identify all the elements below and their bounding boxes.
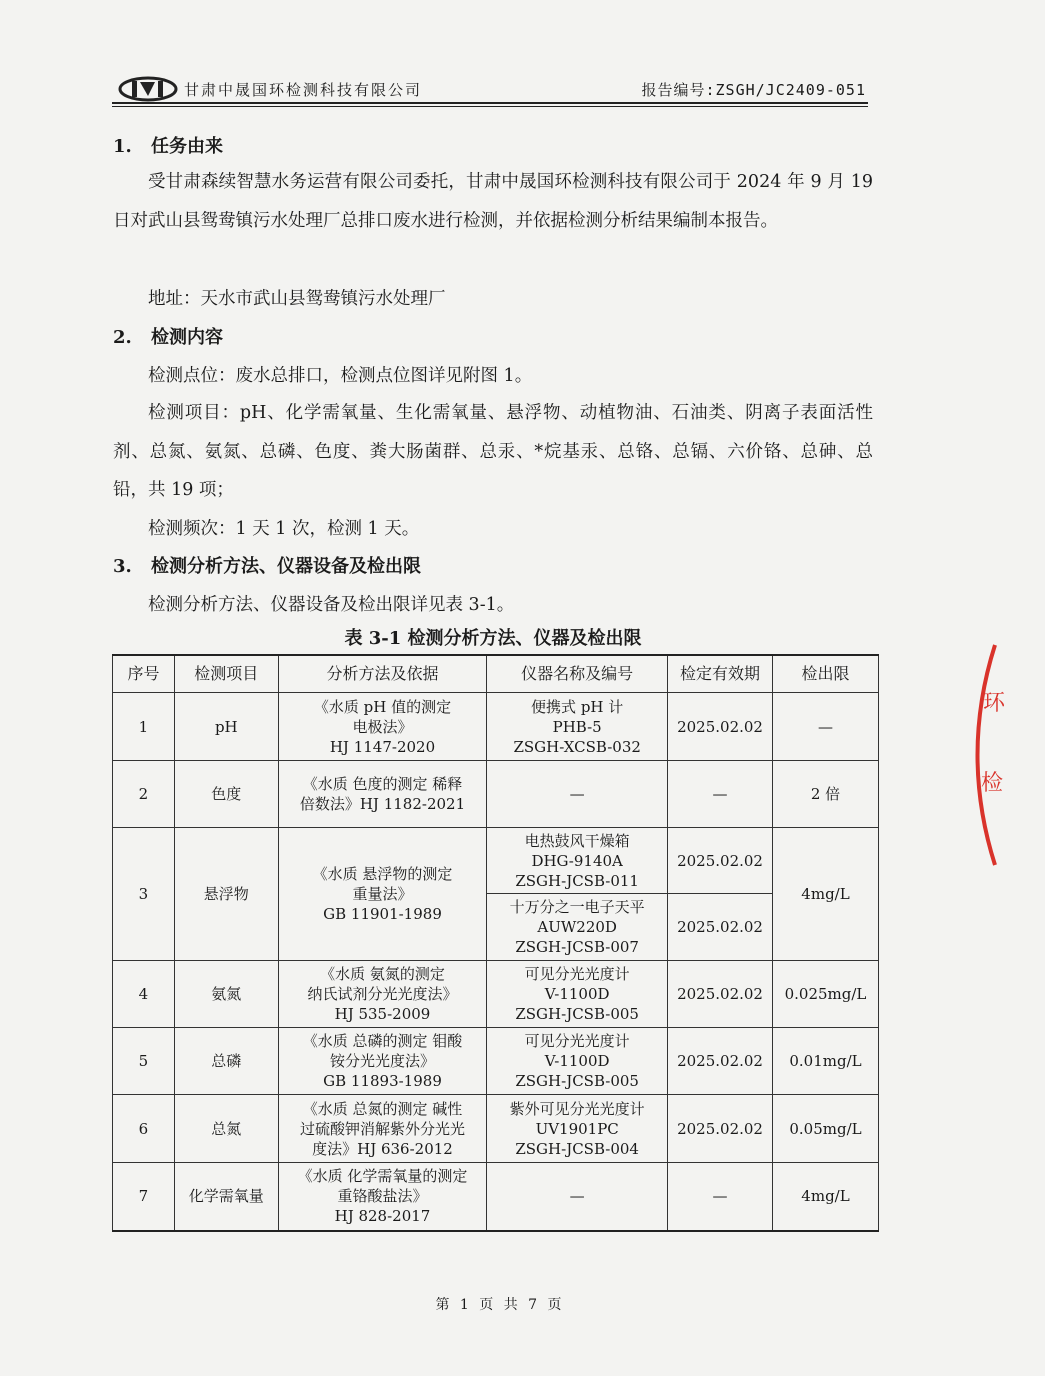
instrument-line: 紫外可见分光光度计 [509, 1099, 645, 1118]
instrument-line: ZSGH-JCSB-011 [515, 871, 639, 890]
cell-no: 2 [113, 761, 175, 828]
cell-limit: 0.025mg/L [773, 961, 879, 1028]
report-number: 报告编号:ZSGH/JC2409-051 [641, 81, 866, 99]
cell-no: 3 [113, 828, 175, 961]
method-line: 重量法》 [352, 885, 413, 903]
instrument-line: ZSGH-JCSB-005 [515, 1005, 639, 1023]
cell-valid: 2025.02.02 [668, 828, 773, 894]
company-name: 甘肃中晟国环检测科技有限公司 [184, 81, 423, 99]
method-line: 电极法》 [352, 717, 413, 736]
table-row [113, 1028, 879, 1095]
page-footer: 第 1 页 共 7 页 [435, 1297, 565, 1313]
cell-limit: 0.01mg/L [773, 1028, 879, 1095]
table-header-row [113, 655, 879, 693]
method-line: 《水质 总氮的测定 碱性 [302, 1099, 463, 1118]
cell-instrument [487, 693, 668, 761]
header-divider [112, 102, 868, 104]
method-line: 倍数法》HJ 1182-2021 [299, 795, 466, 813]
instrument-line: PHB-5 [552, 717, 602, 736]
header-cell: 分析方法及依据 [278, 655, 487, 693]
cell-valid: 2025.02.02 [668, 693, 773, 761]
cell-limit: 4mg/L [773, 1163, 879, 1231]
method-line: 过硫酸钾消解紫外分光光 [299, 1119, 465, 1138]
instrument-line: DHG-9140A [531, 851, 623, 870]
cell-no: 1 [113, 693, 175, 761]
method-line: GB 11893-1989 [323, 1072, 442, 1090]
cell-method [278, 1028, 487, 1095]
section-3-intro: 检测分析方法、仪器设备及检出限详见表 3-1。 [148, 595, 515, 615]
cell-no: 7 [113, 1163, 175, 1231]
method-line: 《水质 化学需氧量的测定 [297, 1167, 468, 1186]
cell-method [278, 1163, 487, 1231]
instrument-line: ZSGH-XCSB-032 [513, 737, 641, 756]
table-row [113, 961, 879, 1028]
cell-method [278, 693, 487, 761]
instrument-line: 可见分光光度计 [524, 1032, 630, 1050]
cell-instrument [487, 894, 668, 961]
cell-limit: 2 倍 [773, 761, 879, 828]
section-title: 检测内容 [151, 327, 223, 348]
instrument-line: — [569, 785, 585, 803]
method-line: GB 11901-1989 [323, 905, 442, 923]
method-line: 铵分光光度法》 [329, 1052, 435, 1070]
test-frequency-line: 检测频次：1 天 1 次，检测 1 天。 [148, 519, 420, 539]
method-line: 《水质 色度的测定 稀释 [302, 775, 463, 793]
cell-instrument [487, 961, 668, 1028]
instrument-line: — [569, 1187, 585, 1206]
method-line: 《水质 悬浮物的测定 [312, 865, 453, 883]
method-line: 度法》HJ 636-2012 [312, 1139, 453, 1158]
cell-item: 氨氮 [174, 961, 278, 1028]
instrument-line: UV1901PC [535, 1119, 619, 1138]
red-seal-stamp [955, 640, 1045, 870]
header-cell: 检定有效期 [668, 655, 773, 693]
svg-text:环: 环 [983, 691, 1006, 716]
address-line: 地址：天水市武山县鸳鸯镇污水处理厂 [148, 289, 446, 309]
cell-valid: — [668, 761, 773, 828]
instrument-line: V-1100D [544, 1052, 610, 1070]
section-number: 3. [113, 556, 132, 577]
cell-no: 4 [113, 961, 175, 1028]
instrument-line: 十万分之一电子天平 [509, 898, 645, 916]
method-line: HJ 535-2009 [334, 1005, 431, 1023]
cell-item: 总氮 [174, 1095, 278, 1163]
table-row [113, 761, 879, 828]
instrument-line: 可见分光光度计 [524, 965, 630, 983]
instrument-line: ZSGH-JCSB-004 [515, 1139, 639, 1158]
cell-instrument [487, 1095, 668, 1163]
section-3-heading [113, 548, 873, 587]
methods-table [112, 654, 879, 1232]
method-line: 纳氏试剂分光光度法》 [307, 985, 458, 1003]
cell-valid: 2025.02.02 [668, 961, 773, 1028]
cell-item: 化学需氧量 [174, 1163, 278, 1231]
header-divider-thin [112, 106, 868, 107]
cell-no: 5 [113, 1028, 175, 1095]
instrument-line: 电热鼓风干燥箱 [524, 831, 630, 850]
instrument-line: ZSGH-JCSB-007 [515, 938, 639, 956]
table-row [113, 1095, 879, 1163]
test-items-paragraph: 检测项目：pH、化学需氧量、生化需氧量、悬浮物、动植物油、石油类、阴离子表面活性剂、总氮、氨氮、总磷、色度、粪大肠菌群、总汞、*烷基汞、总铬、总镉、六价铬、总砷、总铅，共 19 项； [113, 403, 873, 500]
instrument-line: ZSGH-JCSB-005 [515, 1072, 639, 1090]
test-points-line: 检测点位：废水总排口，检测点位图详见附图 1。 [148, 366, 533, 386]
cell-item: 色度 [174, 761, 278, 828]
section-2-heading [113, 319, 873, 358]
header-cell: 仪器名称及编号 [487, 655, 668, 693]
table-row [113, 1163, 879, 1231]
cell-instrument [487, 828, 668, 894]
page-header [112, 72, 868, 104]
section-number: 1. [113, 136, 132, 157]
method-line: HJ 828-2017 [334, 1207, 431, 1226]
table-row [113, 828, 879, 894]
table-title: 表 3-1 检测分析方法、仪器及检出限 [344, 628, 642, 649]
header-cell: 检出限 [773, 655, 879, 693]
section-title: 任务由来 [151, 136, 223, 157]
cell-instrument [487, 1028, 668, 1095]
instrument-line: V-1100D [544, 985, 610, 1003]
method-line: 《水质 氨氮的测定 [320, 965, 445, 983]
section-1-paragraph: 受甘肃森续智慧水务运营有限公司委托，甘肃中晟国环检测科技有限公司于 2024 年 9 月 19 日对武山县鸳鸯镇污水处理厂总排口废水进行检测，并依据检测分析结果编制本报告。 [113, 172, 873, 231]
cell-valid: 2025.02.02 [668, 1095, 773, 1163]
instrument-line: AUW220D [537, 918, 617, 936]
cell-instrument [487, 761, 668, 828]
method-line: HJ 1147-2020 [329, 737, 436, 756]
section-title: 检测分析方法、仪器设备及检出限 [151, 556, 421, 577]
cell-valid: 2025.02.02 [668, 894, 773, 961]
section-number: 2. [113, 327, 132, 348]
header-cell: 序号 [113, 655, 175, 693]
cell-method [278, 761, 487, 828]
company-logo-icon [118, 76, 178, 102]
cell-item: pH [174, 693, 278, 761]
cell-valid: 2025.02.02 [668, 1028, 773, 1095]
table-row [113, 693, 879, 761]
cell-valid: — [668, 1163, 773, 1231]
cell-limit: 4mg/L [773, 828, 879, 961]
section-1-heading [113, 128, 873, 167]
cell-no: 6 [113, 1095, 175, 1163]
cell-method [278, 961, 487, 1028]
method-line: 《水质 pH 值的测定 [313, 697, 452, 716]
svg-text:检: 检 [981, 771, 1004, 796]
method-line: 重铬酸盐法》 [337, 1187, 428, 1206]
cell-method [278, 1095, 487, 1163]
cell-limit: — [773, 693, 879, 761]
method-line: 《水质 总磷的测定 钼酸 [302, 1032, 463, 1050]
instrument-line: 便携式 pH 计 [531, 697, 624, 716]
cell-item: 总磷 [174, 1028, 278, 1095]
header-cell: 检测项目 [174, 655, 278, 693]
cell-method [278, 828, 487, 961]
cell-limit: 0.05mg/L [773, 1095, 879, 1163]
cell-instrument [487, 1163, 668, 1231]
cell-item: 悬浮物 [174, 828, 278, 961]
